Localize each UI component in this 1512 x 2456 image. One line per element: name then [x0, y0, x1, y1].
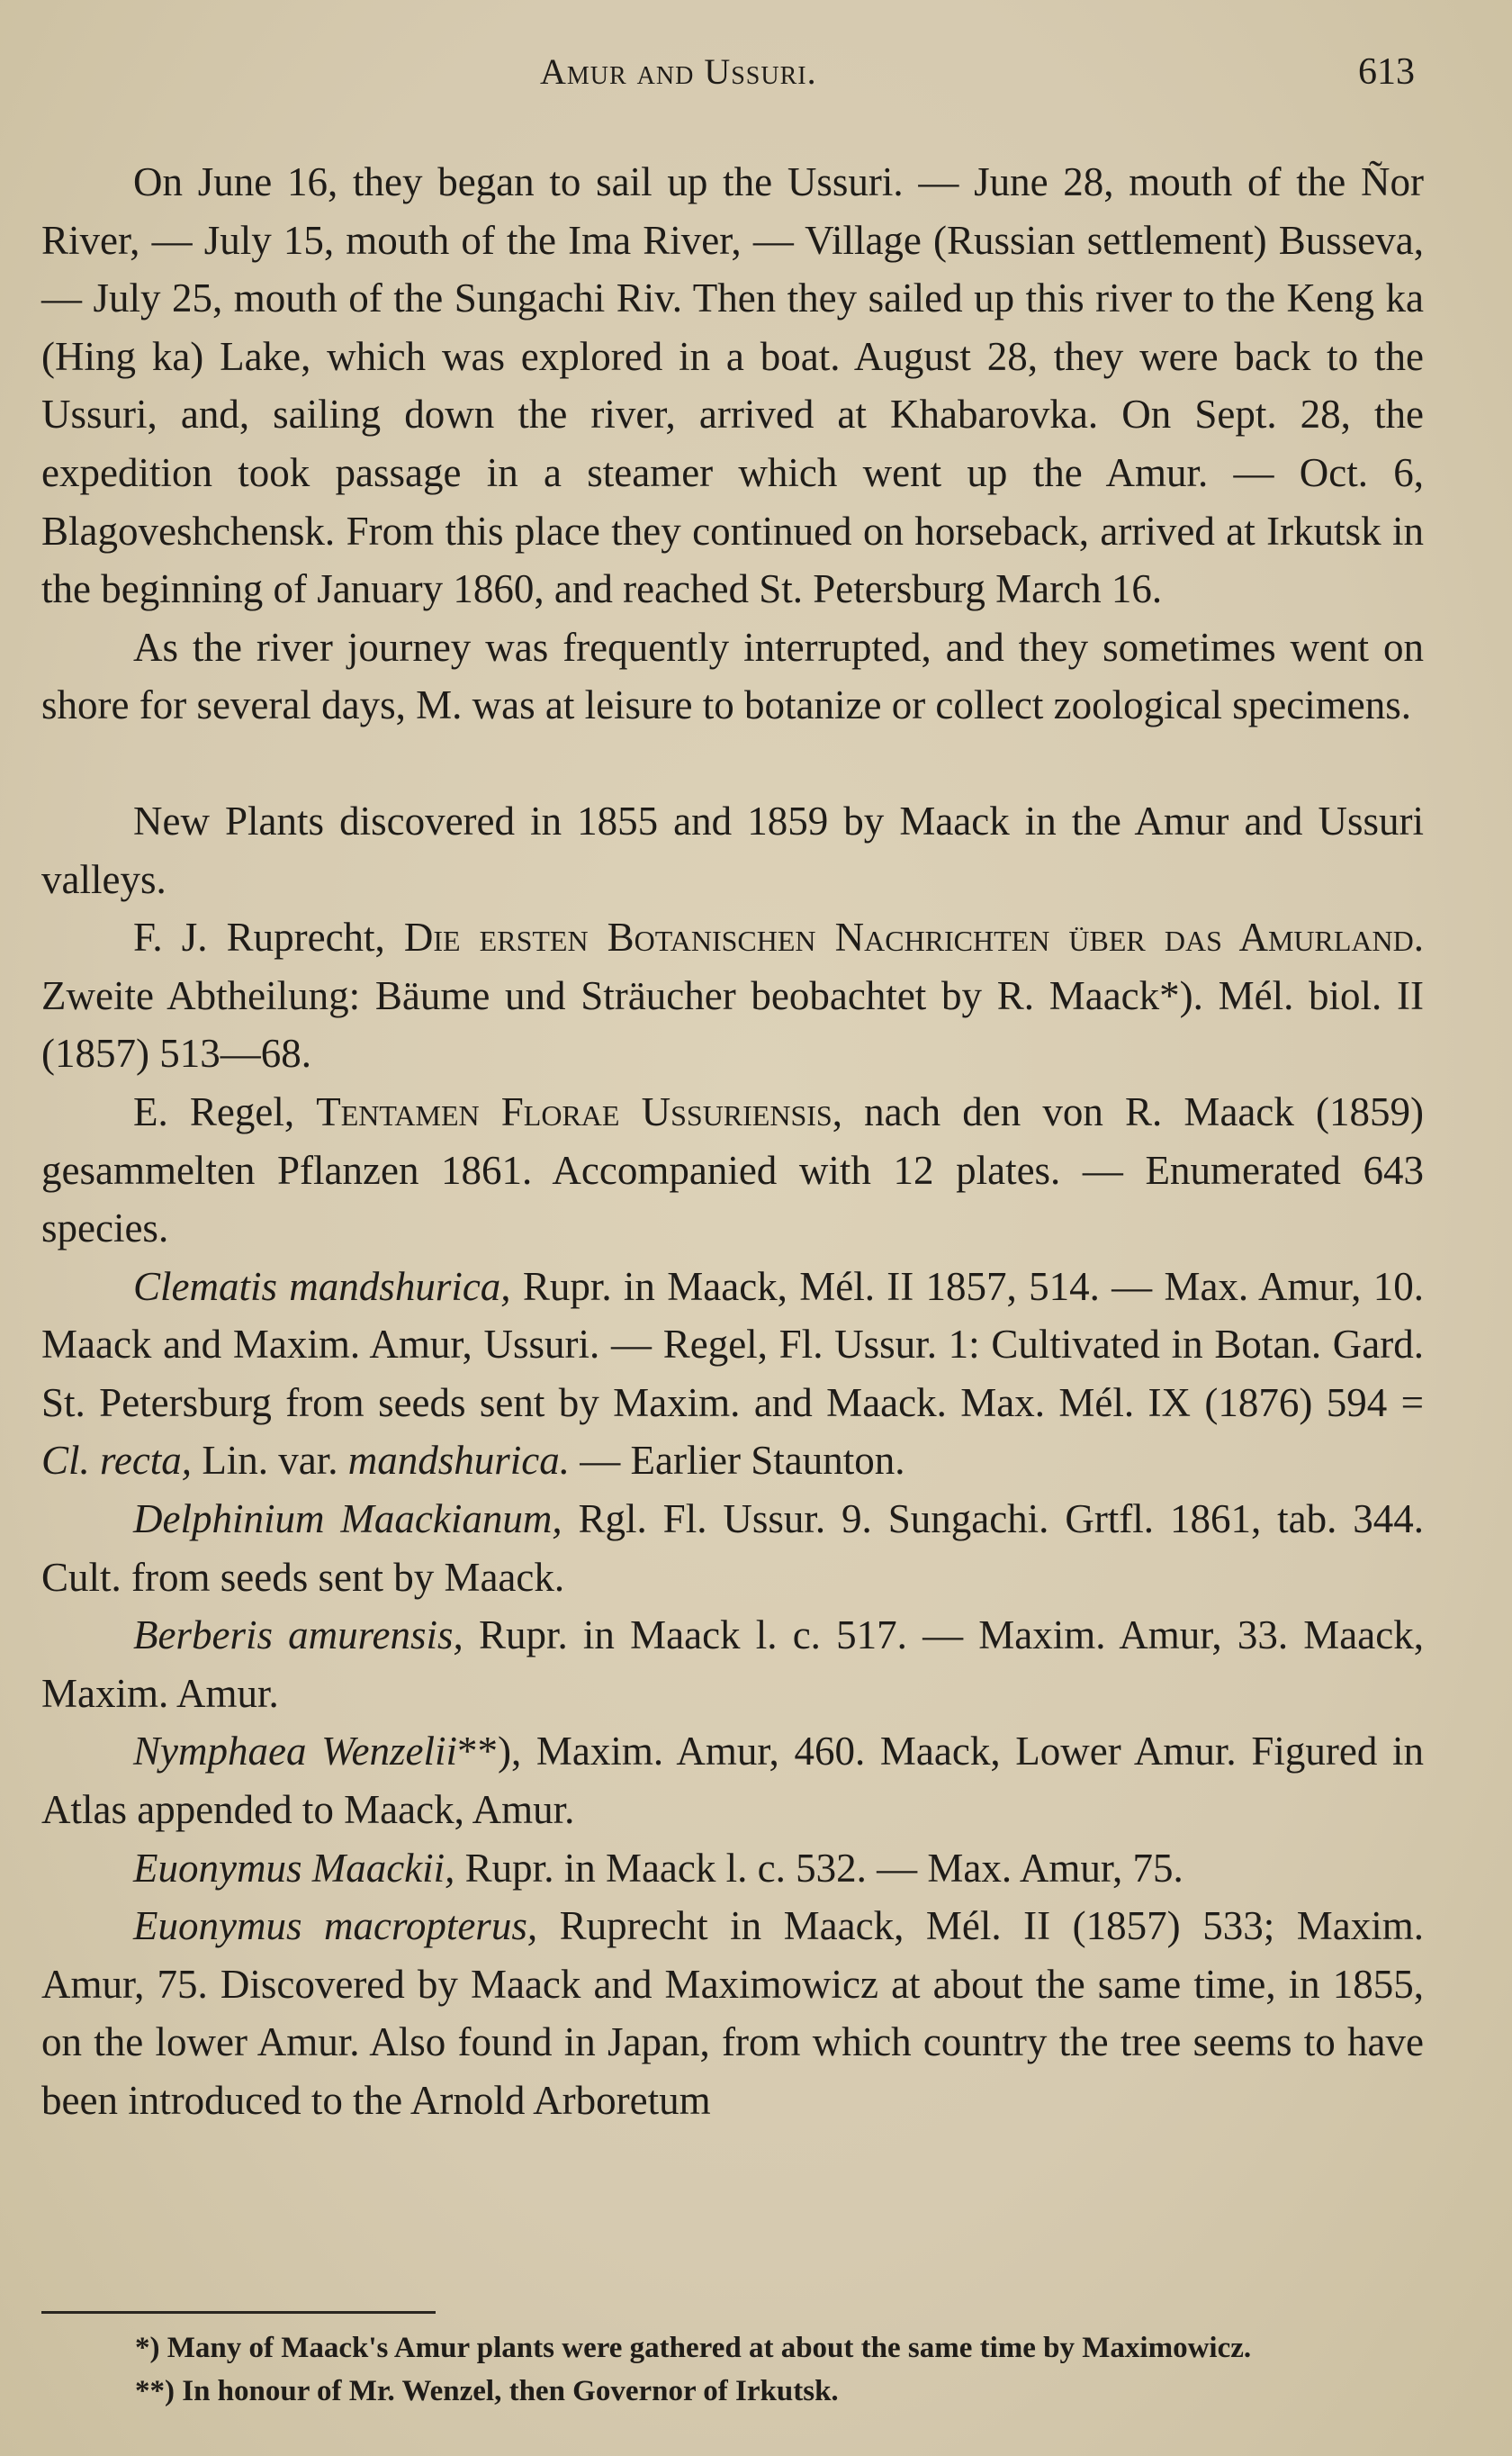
- running-head: Amur and Ussuri.: [540, 51, 817, 92]
- work-title: Die ersten Botanischen Nachrichten über das Amurland.: [403, 915, 1424, 961]
- entry-text: Rupr. in Maack l. c. 532. — Max. Amur, 75.: [454, 1845, 1184, 1891]
- reference-text: Zweite Abtheilung: Bäume und Sträucher beobachtet by R. Maack*). Mél. biol. II (1857) 513—68.: [41, 972, 1424, 1077]
- species-name: Berberis amurensis,: [133, 1612, 464, 1658]
- entry-text: Lin. var.: [192, 1438, 348, 1484]
- entry-euonymus-maackii: [41, 1839, 1424, 1898]
- entry-text: Ruprecht in Maack, Mél. II (1857) 533; Maxim. Amur, 75. Discovered by Maack and Maximowicz at about the same time, in 1855, on the lower Amur. Also found in Japan, from which country the tree seems to have been introduced to the Arnold Arboretum: [41, 1903, 1424, 2123]
- entry-nymphaea: [41, 1722, 1424, 1838]
- section-gap: [41, 735, 1424, 792]
- author-text: F. J. Ruprecht,: [133, 915, 404, 961]
- species-name: Delphinium Maackianum,: [133, 1496, 562, 1542]
- paragraph-river-journey: As the river journey was frequently interrupted, and they sometimes went on shore for several days, M. was at leisure to botanize or collect zoological specimens.: [41, 624, 1424, 728]
- variety-name: mandshurica.: [347, 1438, 571, 1484]
- species-name: Clematis mandshurica,: [133, 1263, 511, 1309]
- species-name: Cl. recta,: [41, 1438, 193, 1484]
- page-header: [0, 50, 1512, 104]
- footnote-2: **) In honour of Mr. Wenzel, then Governor of Irkutsk.: [135, 2375, 839, 2407]
- entry-text: Rupr. in Maack, Mél. II 1857, 514. — Max. Amur, 10. Maack and Maxim. Amur, Ussuri. — Regel, Fl. Ussur. 1: Cultivated in Botan. Gard. St. Petersburg from seeds sent by Maxim. and Maack. Max. Mél. IX (1876) 594 =: [41, 1263, 1424, 1425]
- entry-text: **), Maxim. Amur, 460. Maack, Lower Amur. Figured in Atlas appended to Maack, Amur.: [41, 1729, 1425, 1833]
- reference-text: nach den von R. Maack (1859) gesammelten Pflanzen 1861. Accompanied with 12 plates. — Enumerated 643 species.: [41, 1088, 1424, 1251]
- entry-text: Rgl. Fl. Ussur. 9. Sungachi. Grtfl. 1861, tab. 344. Cult. from seeds sent by Maack.: [41, 1496, 1424, 1600]
- work-title: Tentamen Florae Ussuriensis,: [316, 1088, 842, 1134]
- footnote-rule: [41, 2311, 436, 2314]
- paragraph-itinerary: On June 16, they began to sail up the Ussuri. — June 28, mouth of the Ñor River, — July 15, mouth of the Ima River, — Village (Russian settlement) Busseva, — July 25, mouth of the Sungachi Riv. Then they sailed up this river to the Keng ka (Hing ka) Lake, which was explored in a boat. August 28, they were back to the Ussuri, and, sailing down the river, arrived at Khabarovka. On Sept. 28, the expedition took passage in a steamer which went up the Amur. — Oct. 6, Blagoveshchensk. From this place they continued on horseback, arrived at Irkutsk in the beginning of January 1860, and reached St. Petersburg March 16.: [41, 159, 1424, 612]
- entry-text: — Earlier Staunton.: [570, 1438, 905, 1484]
- footnote-1: *) Many of Maack's Amur plants were gathered at about the same time by Maximowicz.: [135, 2332, 1252, 2364]
- entry-berberis: [41, 1606, 1424, 1722]
- author-text: E. Regel,: [133, 1088, 317, 1134]
- entry-text: Rupr. in Maack l. c. 517. — Maxim. Amur, 33. Maack, Maxim. Amur.: [41, 1612, 1424, 1716]
- page-body: [41, 153, 1424, 2130]
- species-name: Nymphaea Wenzelii: [133, 1729, 457, 1774]
- entry-euonymus-macropterus: [41, 1897, 1424, 2129]
- page-number: 613: [1358, 51, 1415, 93]
- entry-delphinium: [41, 1490, 1424, 1606]
- species-name: Euonymus macropterus,: [133, 1903, 538, 1949]
- paragraph-regel-reference: [41, 1083, 1424, 1258]
- paragraph-new-plants-heading: New Plants discovered in 1855 and 1859 by Maack in the Amur and Ussuri valleys.: [41, 798, 1424, 902]
- entry-clematis: [41, 1258, 1424, 1490]
- species-name: Euonymus Maackii,: [133, 1845, 455, 1891]
- footnotes: [135, 2326, 1431, 2413]
- paragraph-ruprecht-reference: [41, 908, 1424, 1083]
